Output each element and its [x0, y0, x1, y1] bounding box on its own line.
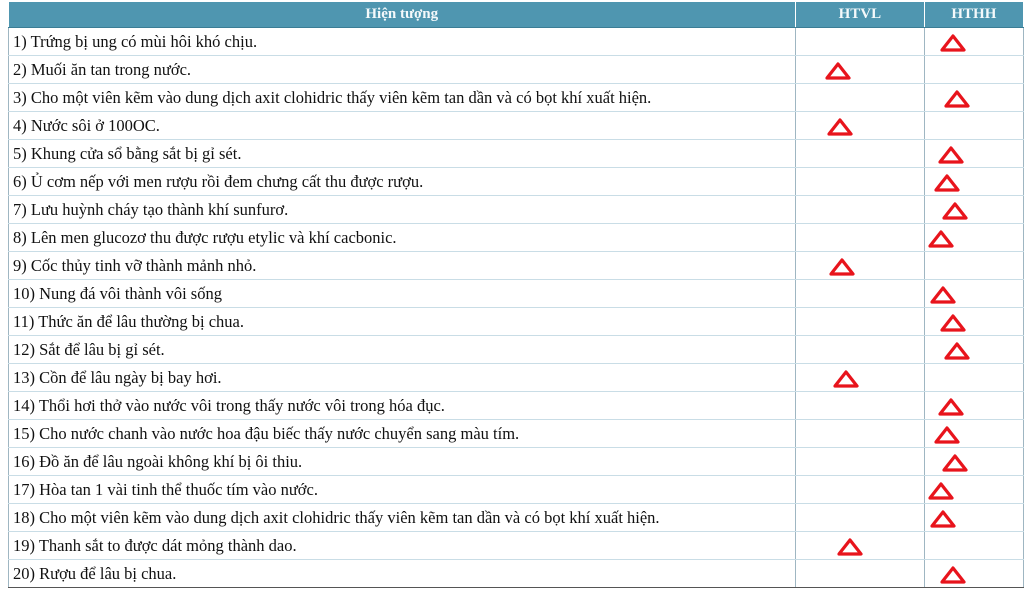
phenomenon-cell: 11) Thức ăn để lâu thường bị chua. — [9, 308, 796, 336]
red-triangle-icon — [937, 145, 965, 165]
header-phenomenon: Hiện tượng — [9, 2, 796, 28]
red-triangle-icon — [826, 117, 854, 137]
phenomenon-cell: 13) Cồn để lâu ngày bị bay hơi. — [9, 364, 796, 392]
table-row — [9, 420, 1024, 448]
phenomenon-cell: 2) Muối ăn tan trong nước. — [9, 56, 796, 84]
htvl-cell — [796, 336, 925, 364]
htvl-cell — [796, 140, 925, 168]
hthh-cell — [924, 560, 1023, 588]
htvl-cell — [796, 252, 925, 280]
header-hthh: HTHH — [924, 2, 1023, 28]
hthh-cell — [924, 504, 1023, 532]
phenomena-table — [8, 2, 1024, 588]
red-triangle-icon — [933, 425, 961, 445]
red-triangle-icon — [941, 201, 969, 221]
hthh-cell — [924, 28, 1023, 56]
htvl-cell — [796, 112, 925, 140]
phenomenon-cell: 7) Lưu huỳnh cháy tạo thành khí sunfurơ. — [9, 196, 796, 224]
phenomenon-cell: 5) Khung cửa sổ bằng sắt bị gỉ sét. — [9, 140, 796, 168]
hthh-cell — [924, 224, 1023, 252]
hthh-cell — [924, 336, 1023, 364]
table-row — [9, 84, 1024, 112]
phenomenon-cell: 20) Rượu để lâu bị chua. — [9, 560, 796, 588]
htvl-cell — [796, 476, 925, 504]
hthh-cell — [924, 420, 1023, 448]
hthh-cell — [924, 112, 1023, 140]
table-row — [9, 336, 1024, 364]
hthh-cell — [924, 168, 1023, 196]
phenomenon-cell: 8) Lên men glucozơ thu được rượu etylic và khí cacbonic. — [9, 224, 796, 252]
phenomenon-cell: 16) Đồ ăn để lâu ngoài không khí bị ôi thiu. — [9, 448, 796, 476]
phenomenon-cell: 9) Cốc thủy tinh vỡ thành mảnh nhỏ. — [9, 252, 796, 280]
htvl-cell — [796, 420, 925, 448]
htvl-cell — [796, 168, 925, 196]
phenomenon-cell: 1) Trứng bị ung có mùi hôi khó chịu. — [9, 28, 796, 56]
table-row — [9, 252, 1024, 280]
table-row — [9, 560, 1024, 588]
table-row — [9, 476, 1024, 504]
hthh-cell — [924, 364, 1023, 392]
phenomenon-cell: 3) Cho một viên kẽm vào dung dịch axit clohidric thấy viên kẽm tan dần và có bọt khí xuất hiện. — [9, 84, 796, 112]
red-triangle-icon — [836, 537, 864, 557]
phenomenon-cell: 18) Cho một viên kẽm vào dung dịch axit clohidric thấy viên kẽm tan dần và có bọt khí xuất hiện. — [9, 504, 796, 532]
table-row — [9, 56, 1024, 84]
htvl-cell — [796, 308, 925, 336]
htvl-cell — [796, 28, 925, 56]
phenomenon-cell: 4) Nước sôi ở 100OC. — [9, 112, 796, 140]
htvl-cell — [796, 364, 925, 392]
phenomenon-cell: 10) Nung đá vôi thành vôi sống — [9, 280, 796, 308]
table-body — [9, 28, 1024, 588]
table-row — [9, 196, 1024, 224]
htvl-cell — [796, 84, 925, 112]
hthh-cell — [924, 532, 1023, 560]
hthh-cell — [924, 84, 1023, 112]
hthh-cell — [924, 56, 1023, 84]
red-triangle-icon — [941, 453, 969, 473]
red-triangle-icon — [824, 61, 852, 81]
red-triangle-icon — [943, 341, 971, 361]
red-triangle-icon — [939, 313, 967, 333]
htvl-cell — [796, 504, 925, 532]
table-row — [9, 112, 1024, 140]
table-row — [9, 280, 1024, 308]
hthh-cell — [924, 476, 1023, 504]
table-row — [9, 224, 1024, 252]
table-row — [9, 392, 1024, 420]
header-htvl: HTVL — [796, 2, 925, 28]
phenomenon-cell: 6) Ủ cơm nếp với men rượu rồi đem chưng cất thu được rượu. — [9, 168, 796, 196]
table-row — [9, 364, 1024, 392]
htvl-cell — [796, 560, 925, 588]
hthh-cell — [924, 252, 1023, 280]
table-row — [9, 532, 1024, 560]
phenomenon-cell: 12) Sắt để lâu bị gỉ sét. — [9, 336, 796, 364]
htvl-cell — [796, 392, 925, 420]
hthh-cell — [924, 280, 1023, 308]
hthh-cell — [924, 448, 1023, 476]
red-triangle-icon — [832, 369, 860, 389]
red-triangle-icon — [929, 285, 957, 305]
red-triangle-icon — [927, 229, 955, 249]
table-row — [9, 504, 1024, 532]
red-triangle-icon — [937, 397, 965, 417]
red-triangle-icon — [939, 565, 967, 585]
phenomenon-cell: 15) Cho nước chanh vào nước hoa đậu biếc thấy nước chuyển sang màu tím. — [9, 420, 796, 448]
hthh-cell — [924, 140, 1023, 168]
red-triangle-icon — [933, 173, 961, 193]
phenomenon-cell: 17) Hòa tan 1 vài tinh thể thuốc tím vào nước. — [9, 476, 796, 504]
hthh-cell — [924, 392, 1023, 420]
header-row — [9, 2, 1024, 28]
htvl-cell — [796, 224, 925, 252]
table-row — [9, 448, 1024, 476]
hthh-cell — [924, 196, 1023, 224]
htvl-cell — [796, 532, 925, 560]
htvl-cell — [796, 280, 925, 308]
table-row — [9, 140, 1024, 168]
table-row — [9, 168, 1024, 196]
red-triangle-icon — [939, 33, 967, 53]
red-triangle-icon — [828, 257, 856, 277]
phenomenon-cell: 19) Thanh sắt to được dát mỏng thành dao. — [9, 532, 796, 560]
red-triangle-icon — [943, 89, 971, 109]
red-triangle-icon — [927, 481, 955, 501]
table-row — [9, 308, 1024, 336]
table-row — [9, 28, 1024, 56]
hthh-cell — [924, 308, 1023, 336]
htvl-cell — [796, 448, 925, 476]
red-triangle-icon — [929, 509, 957, 529]
htvl-cell — [796, 196, 925, 224]
htvl-cell — [796, 56, 925, 84]
phenomenon-cell: 14) Thổi hơi thở vào nước vôi trong thấy nước vôi trong hóa đục. — [9, 392, 796, 420]
